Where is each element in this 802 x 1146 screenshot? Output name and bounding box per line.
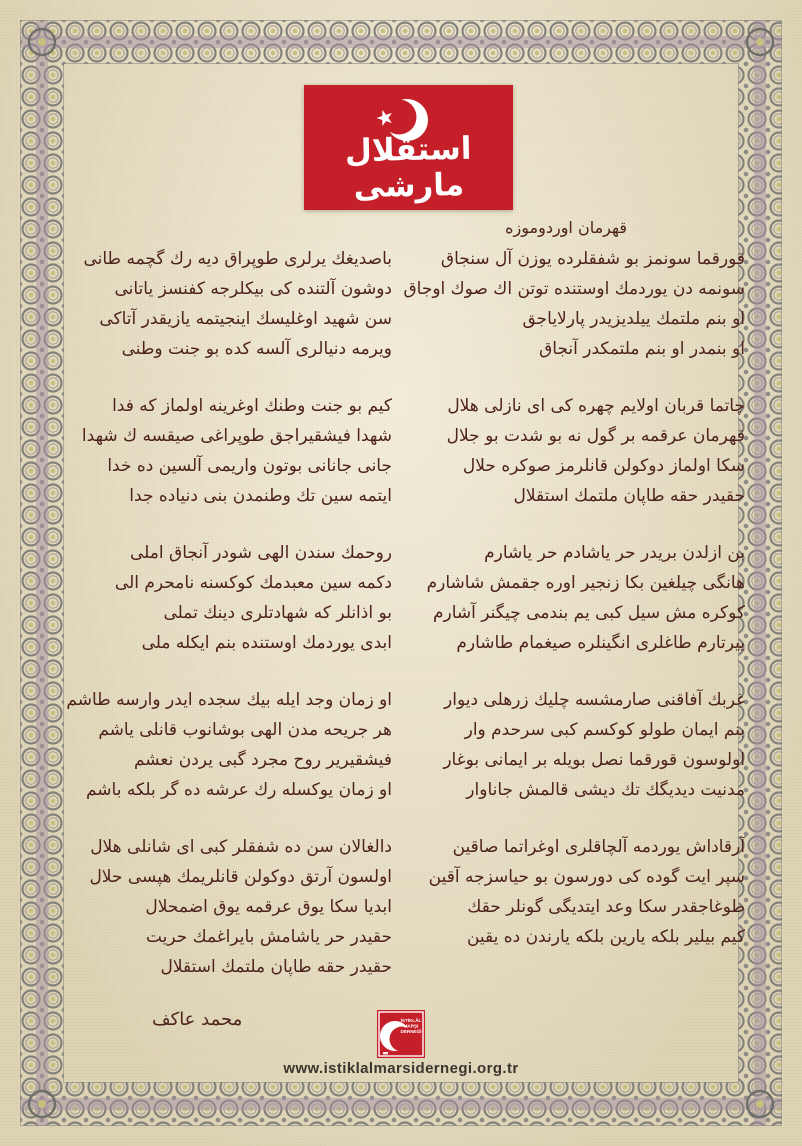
poem-line: او زمان وجد ايله بيك سجده ايدر وارسه طاشم — [66, 690, 392, 710]
poem-line: سن شهيد اوغليسك اينجيتمه يازيقدر آتاكى — [99, 309, 392, 329]
poem-line: سكا اولماز دوكولن قانلرمز صوكره حلال — [462, 456, 745, 476]
poem-line: دالغالان سن ده شفقلر كبى اى شانلى هلال — [90, 837, 392, 857]
poem-line: دكمه سين معبدمك كوكسنه نامحرم الى — [114, 573, 392, 593]
poem-line: ايتمه سين تك وطنمدن بنى دنياده جدا — [129, 486, 392, 506]
poem-line: قهرمان عرقمه بر گول نه بو شدت بو جلال — [446, 426, 745, 446]
poem-line: كيم بو جنت وطنك اوغرينه اولماز كه فدا — [112, 396, 392, 416]
poem-stanza — [415, 685, 745, 805]
poem-line: او بنمدر او بنم ملتمكدر آنجاق — [539, 339, 745, 359]
poem-line: بنم ايمان طولو كوكسم كبى سرحدم وار — [464, 720, 745, 740]
poster-title-calligraphy: استقلال مارشى — [344, 130, 472, 206]
poem-stanza — [403, 244, 745, 364]
poem-column-left — [60, 244, 392, 1030]
poem-line: باصديغك يرلرى طوپراق ديه رك گچمه طانى — [83, 249, 392, 269]
poem-line: هانگى چيلغين بكا زنجير اوره جقمش شاشارم — [426, 573, 745, 593]
logo-line-2: MARŞI — [403, 1023, 419, 1029]
poem-line: سونمه دن يوردمك اوستنده توتن اك صوك اوجاق — [403, 279, 745, 299]
poem-stanza — [60, 244, 392, 364]
poem-line: غربك آفاقنى صارمشسه چليك زرهلى ديوار — [444, 690, 745, 710]
poem-stanza — [60, 685, 392, 805]
stanza-group-left — [60, 244, 392, 982]
poem-line: اولوسون قورقما نصل بويله بر ايمانى بوغار — [443, 750, 745, 770]
poem-line: ييرتارم طاغلرى انگينلره صيغمام طاشارم — [456, 633, 745, 653]
poem-line: كيم بيلير بلكه يارين بلكه يارندن ده يقين — [466, 927, 745, 947]
poem-line: كوكره مش سيل كبى يم بندمى چيگنر آشارم — [432, 603, 745, 623]
poem-line: دوشون آلتنده كى بيكلرجه كفنسز ياتانى — [114, 279, 392, 299]
poem-line: بن ازلدن بريدر حر ياشادم حر ياشارم — [484, 543, 745, 563]
poem-line: ابديا سكا يوق عرقمه يوق اضمحلال — [145, 897, 392, 917]
poem-line: قورقما سونمز بو شفقلرده يوزن آل سنجاق — [440, 249, 745, 269]
poem-line: حقيدر حقه طاپان ملتمك استقلال — [160, 957, 392, 977]
poem-line: بو اذانلر كه شهادتلرى دينك تملى — [163, 603, 392, 623]
poem-line: طوغاجقدر سكا وعد ايتديگى گونلر حقك — [467, 897, 745, 917]
logo-line-3: DERNEĞİ — [400, 1029, 422, 1034]
author-signature: محمد عاكف — [152, 1009, 243, 1030]
poem-line: شهدا فيشقيراجق طوپراغى صيقسه ك شهدا — [81, 426, 392, 446]
poem-line: حقيدر حقه طاپان ملتمك استقلال — [513, 486, 745, 506]
poem-line: حقيدر حر ياشامش بايراغمك حريت — [145, 927, 392, 947]
poem-stanza — [60, 391, 392, 511]
poem-line: او زمان يوكسله رك عرشه ده گر بلكه باشم — [85, 780, 392, 800]
logo-year-mark — [383, 1052, 388, 1054]
poem-line: آرقاداش يوردمه آلچاقلرى اوغراتما صاقين — [452, 837, 745, 857]
logo-line-1: İSTİKLÂL — [400, 1018, 422, 1023]
poem-line: چاتما قربان اولايم چهره كى اى نازلى هلال — [447, 396, 745, 416]
poem-stanza — [415, 391, 745, 511]
poem-stanza — [60, 832, 392, 982]
poem-line: ويرمه دنيالرى آلسه كده بو جنت وطنى — [121, 339, 392, 359]
poem-line: او بنم ملتمك ييلديزيدر پارلاياجق — [522, 309, 745, 329]
dedication-line: قهرمان اوردوموزه — [505, 218, 627, 237]
poem-line: ابدى يوردمك اوستنده بنم ايكله ملى — [141, 633, 392, 653]
poem-line: اولسون آرتق دوكولن قانلريمك هپسى حلال — [89, 867, 392, 887]
poem-line: جانى جانانى بوتون واريمى آلسين ده خدا — [107, 456, 392, 476]
poem-column-right — [403, 216, 745, 979]
website-url: www.istiklalmarsidernegi.org.tr — [283, 1060, 519, 1077]
stanza-group-right — [403, 244, 745, 952]
poem-stanza — [415, 538, 745, 658]
poem-stanza — [415, 832, 745, 952]
poem-stanza — [60, 538, 392, 658]
poem-line: فيشقيرير روح مجرد گبى يردن نعشم — [133, 750, 392, 770]
poem-line: هر جريحه مدن الهى بوشانوب قانلى ياشم — [98, 720, 392, 740]
istiklal-marsi-dernegi-logo — [377, 1010, 425, 1058]
poem-line: مدنيت ديديگك تك ديشى قالمش جاناوار — [466, 780, 745, 800]
poem-line: سپر ايت گوده كى دورسون بو حياسزجه آقين — [428, 867, 745, 887]
poem-line: روحمك سندن الهى شودر آنجاق املى — [129, 543, 392, 563]
